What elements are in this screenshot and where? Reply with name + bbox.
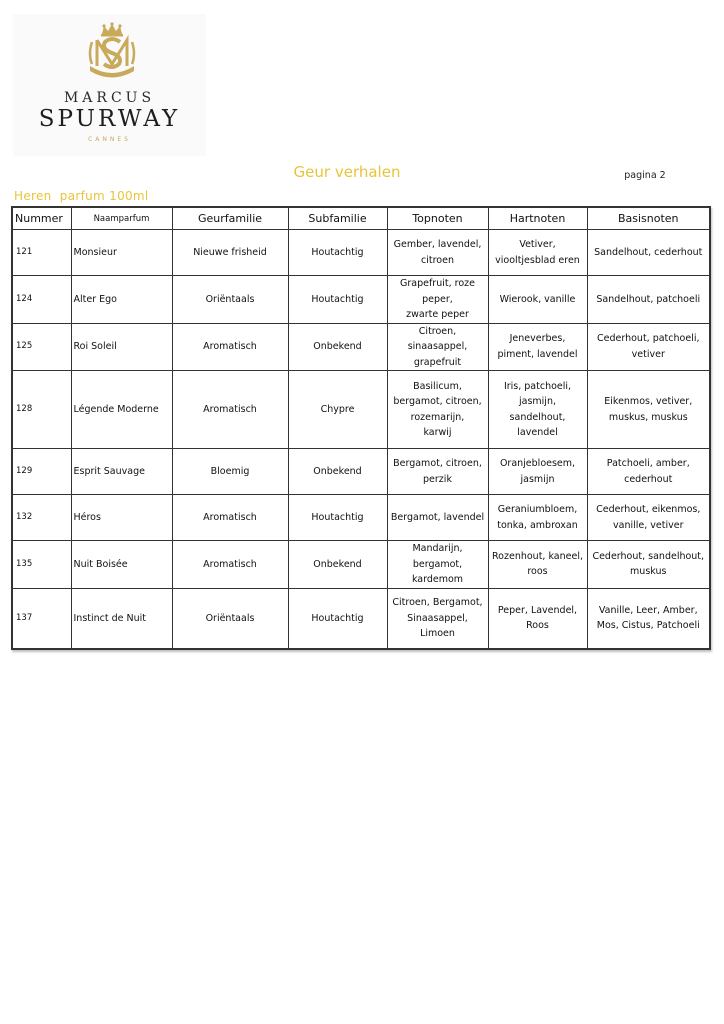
table-row	[12, 323, 710, 371]
cell-subfamilie: Houtachtig	[288, 276, 387, 324]
note-line: kardemom	[411, 574, 464, 585]
note-line: vetiver	[631, 348, 665, 360]
cell-hartnoten	[488, 323, 587, 371]
cell-subfamilie: Onbekend	[288, 449, 387, 495]
column-header-naamparfum: Naamparfum	[71, 207, 172, 230]
cell-geurfamilie: Aromatisch	[172, 371, 288, 449]
cell-naamparfum: Alter Ego	[71, 276, 172, 324]
cell-geurfamilie: Oriëntaals	[172, 276, 288, 324]
column-header-topnoten: Topnoten	[387, 207, 488, 230]
cell-hartnoten	[488, 276, 587, 324]
note-line: Mandarijn,	[412, 543, 463, 554]
note-line: muskus	[630, 566, 667, 578]
cell-subfamilie: Chypre	[288, 371, 387, 449]
note-line: Sandelhout, cederhout	[594, 246, 703, 258]
brand-location: CANNES	[88, 136, 131, 143]
cell-basisnoten	[587, 371, 710, 449]
perfume-table	[11, 206, 711, 650]
note-line: Jeneverbes,	[509, 333, 566, 345]
note-line: Eikenmos, vetiver,	[604, 396, 693, 407]
note-line: Citroen, Bergamot,	[392, 597, 483, 608]
brand-name-line1: MARCUS	[63, 90, 156, 106]
cell-naamparfum: Esprit Sauvage	[71, 449, 172, 495]
cell-topnoten	[387, 495, 488, 541]
note-line: Cederhout, eikenmos,	[596, 504, 701, 515]
note-line: Basilicum,	[413, 380, 462, 392]
note-line: piment, lavendel	[497, 348, 578, 360]
note-line: tonka, ambroxan	[497, 519, 578, 531]
cell-subfamilie: Onbekend	[288, 323, 387, 371]
note-line: Mos, Cistus, Patchoeli	[596, 620, 700, 632]
cell-topnoten	[387, 276, 488, 324]
monogram-emblem-icon	[82, 22, 142, 84]
cell-hartnoten	[488, 495, 587, 541]
note-line: Limoen	[420, 628, 455, 639]
cell-basisnoten	[587, 230, 710, 276]
cell-naamparfum: Nuit Boisée	[71, 541, 172, 589]
cell-geurfamilie: Bloemig	[172, 449, 288, 495]
note-line: bergamot, citroen,	[393, 396, 482, 407]
note-line: Iris, patchoeli,	[503, 380, 572, 392]
cell-nummer: 121	[12, 230, 71, 276]
cell-hartnoten	[488, 371, 587, 449]
cell-topnoten	[387, 449, 488, 495]
column-header-nummer: Nummer	[12, 207, 71, 230]
table-row	[12, 276, 710, 324]
note-line: Peper, Lavendel,	[497, 604, 578, 616]
table-header-row	[12, 207, 710, 230]
cell-topnoten	[387, 323, 488, 371]
note-line: muskus, muskus	[608, 411, 688, 423]
column-header-basisnoten: Basisnoten	[587, 207, 710, 230]
cell-topnoten	[387, 541, 488, 589]
note-line: Sandelhout, patchoeli	[596, 293, 701, 305]
cell-nummer: 129	[12, 449, 71, 495]
note-line: rozemarijn,	[410, 411, 465, 423]
note-line: Geraniumbloem,	[497, 504, 578, 515]
note-line: Cederhout, patchoeli,	[597, 333, 700, 345]
note-line: citroen	[421, 254, 454, 266]
note-line: cederhout	[624, 473, 673, 485]
cell-naamparfum: Héros	[71, 495, 172, 541]
cell-basisnoten	[587, 323, 710, 371]
document-title: Geur verhalen	[293, 163, 401, 181]
cell-topnoten	[387, 588, 488, 649]
cell-geurfamilie: Aromatisch	[172, 541, 288, 589]
note-line: perzik	[423, 473, 452, 485]
cell-naamparfum: Roi Soleil	[71, 323, 172, 371]
cell-subfamilie: Houtachtig	[288, 495, 387, 541]
column-header-geurfamilie: Geurfamilie	[172, 207, 288, 230]
cell-subfamilie: Onbekend	[288, 541, 387, 589]
note-line: sinaasappel,	[407, 341, 468, 352]
table-body	[12, 230, 710, 650]
table-row	[12, 588, 710, 649]
note-line: Citroen,	[418, 325, 457, 337]
cell-basisnoten	[587, 588, 710, 649]
note-line: Sinaasappel,	[407, 612, 468, 624]
note-line: Patchoeli, amber,	[606, 458, 690, 469]
note-line: sandelhout,	[509, 411, 566, 423]
cell-basisnoten	[587, 541, 710, 589]
note-line: viooltjesblad eren	[495, 254, 580, 266]
cell-topnoten	[387, 371, 488, 449]
cell-topnoten	[387, 230, 488, 276]
note-line: Vetiver,	[519, 239, 556, 250]
cell-subfamilie: Houtachtig	[288, 230, 387, 276]
cell-nummer: 135	[12, 541, 71, 589]
cell-geurfamilie: Oriëntaals	[172, 588, 288, 649]
cell-hartnoten	[488, 230, 587, 276]
note-line: Gember, lavendel,	[393, 239, 482, 250]
cell-basisnoten	[587, 495, 710, 541]
cell-hartnoten	[488, 541, 587, 589]
note-line: peper,	[422, 293, 453, 305]
note-line: Bergamot, citroen,	[393, 458, 482, 469]
note-line: Bergamot, lavendel	[390, 511, 485, 523]
table-row	[12, 541, 710, 589]
note-line: bergamot,	[412, 558, 463, 570]
cell-nummer: 137	[12, 588, 71, 649]
cell-basisnoten	[587, 449, 710, 495]
column-header-hartnoten: Hartnoten	[488, 207, 587, 230]
note-line: Rozenhout, kaneel,	[492, 550, 583, 562]
note-line: jasmijn	[520, 473, 555, 485]
section-title: Heren parfum 100ml	[14, 189, 149, 203]
note-line: vanille, vetiver	[613, 519, 684, 531]
note-line: karwij	[423, 427, 452, 438]
note-line: Oranjebloesem,	[499, 458, 576, 469]
note-line: grapefruit	[413, 356, 462, 368]
cell-geurfamilie: Nieuwe frisheid	[172, 230, 288, 276]
cell-nummer: 124	[12, 276, 71, 324]
cell-subfamilie: Houtachtig	[288, 588, 387, 649]
table-row	[12, 449, 710, 495]
cell-nummer: 132	[12, 495, 71, 541]
note-line: roos	[527, 566, 548, 578]
column-header-subfamilie: Subfamilie	[288, 207, 387, 230]
cell-nummer: 128	[12, 371, 71, 449]
table-row	[12, 495, 710, 541]
note-line: Vanille, Leer, Amber,	[598, 604, 698, 616]
cell-basisnoten	[587, 276, 710, 324]
cell-naamparfum: Instinct de Nuit	[71, 588, 172, 649]
cell-naamparfum: Monsieur	[71, 230, 172, 276]
cell-hartnoten	[488, 449, 587, 495]
note-line: lavendel	[517, 427, 558, 438]
table-row	[12, 230, 710, 276]
cell-geurfamilie: Aromatisch	[172, 323, 288, 371]
table-row	[12, 371, 710, 449]
page-number: pagina 2	[624, 170, 666, 181]
cell-hartnoten	[488, 588, 587, 649]
note-line: Grapefruit, roze	[400, 278, 475, 289]
cell-naamparfum: Légende Moderne	[71, 371, 172, 449]
cell-nummer: 125	[12, 323, 71, 371]
note-line: Wierook, vanille	[499, 293, 576, 305]
cell-geurfamilie: Aromatisch	[172, 495, 288, 541]
note-line: jasmijn,	[519, 396, 556, 407]
note-line: zwarte peper	[406, 309, 469, 320]
note-line: Cederhout, sandelhout,	[592, 550, 705, 562]
note-line: Roos	[526, 620, 549, 632]
brand-name-line2: SPURWAY	[38, 106, 181, 132]
